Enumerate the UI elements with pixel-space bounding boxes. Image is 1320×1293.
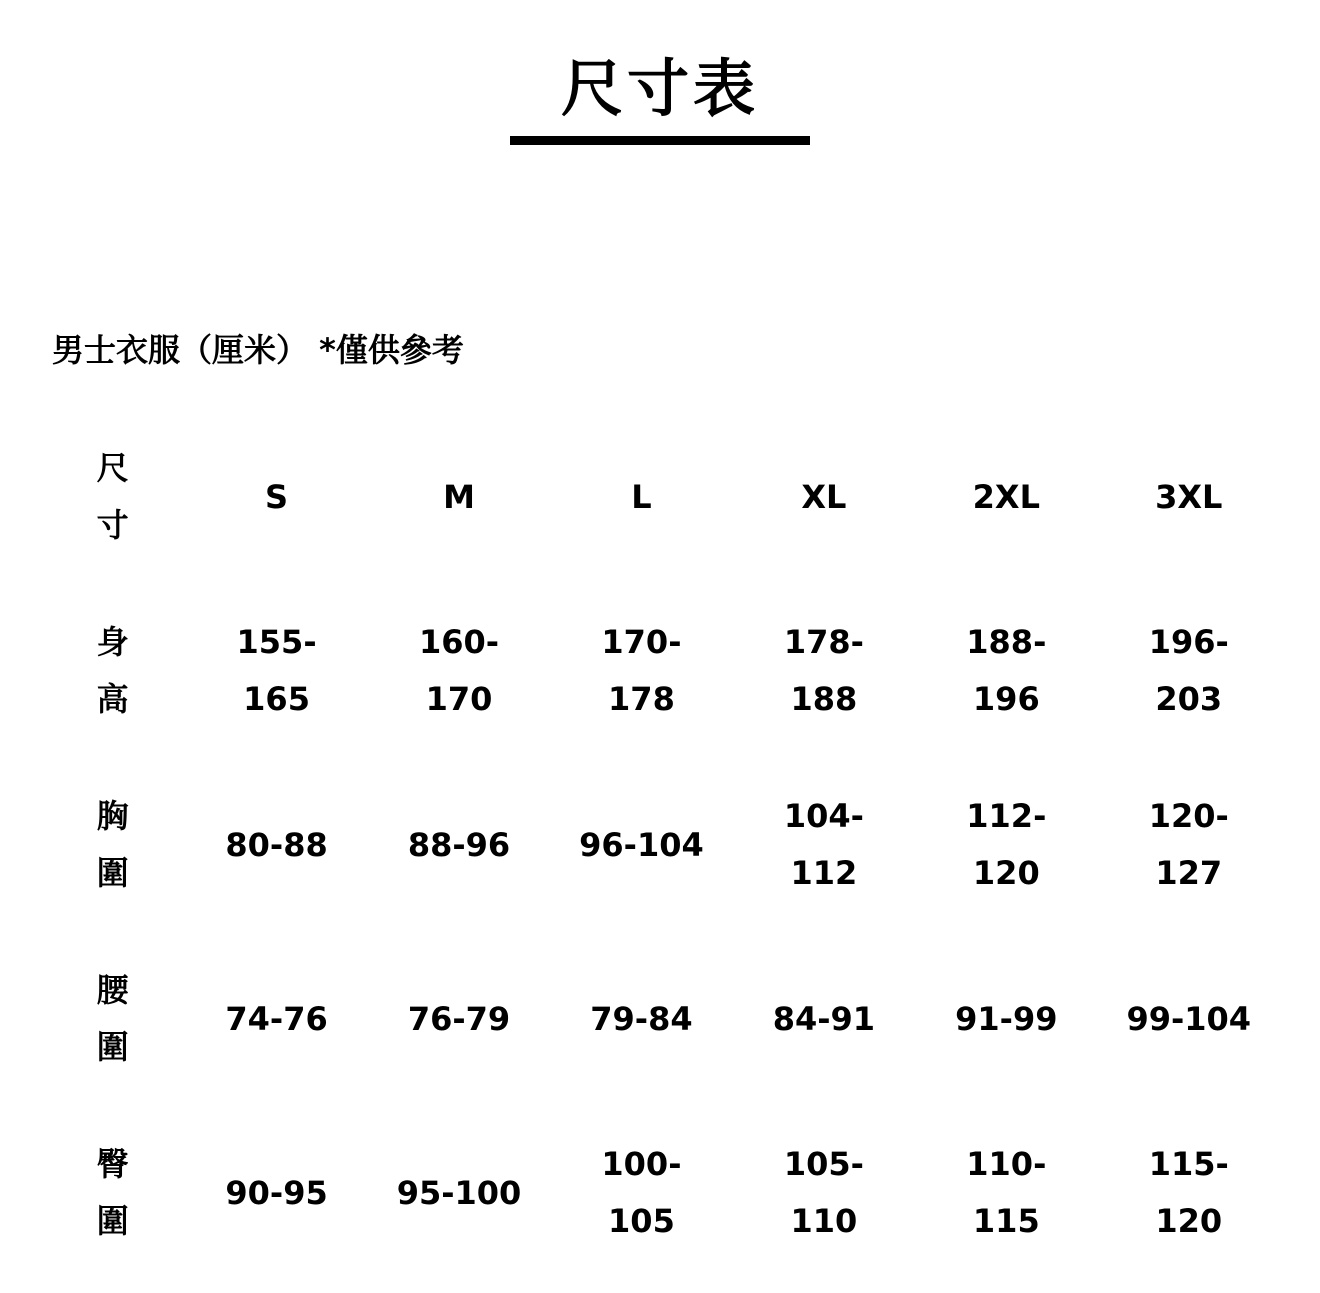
table-cell (733, 758, 915, 932)
table-cell (733, 932, 915, 1106)
cell-value-line: 160- (418, 623, 500, 661)
cell-value-line: 196 (972, 680, 1040, 718)
height-row (40, 584, 1280, 758)
chest-row (40, 758, 1280, 932)
size-header-xl: XL (801, 477, 847, 516)
table-cell (1098, 758, 1280, 932)
row-label-text: 尺寸 (96, 449, 129, 544)
cell-value-line: 105- (783, 1145, 864, 1183)
header-row (40, 410, 1280, 584)
hip-row (40, 1106, 1280, 1280)
row-label-text: 腰圍 (96, 971, 129, 1066)
table-cell (368, 584, 550, 758)
table-cell (368, 932, 550, 1106)
cell-value-line: 76-79 (407, 999, 511, 1038)
title-underline (510, 136, 810, 145)
table-cell (550, 932, 732, 1106)
cell-value-line: 120- (1148, 797, 1229, 835)
table-cell (185, 584, 367, 758)
waist-row (40, 932, 1280, 1106)
table-cell (915, 932, 1097, 1106)
table-cell (733, 1106, 915, 1280)
cell-value-line: 188- (966, 623, 1047, 661)
cell-value-line: 203 (1155, 680, 1223, 718)
cell-value-line: 105 (608, 1202, 675, 1240)
cell-value-line: 127 (1155, 854, 1223, 892)
cell-value-line: 170- (601, 623, 682, 661)
row-label-text: 胸圍 (96, 797, 129, 892)
cell-value-line: 99-104 (1126, 999, 1252, 1038)
cell-value-line: 80-88 (225, 825, 328, 864)
table-cell (915, 1106, 1097, 1280)
table-cell (915, 758, 1097, 932)
row-label (40, 410, 185, 584)
cell-value-line: 155- (236, 623, 317, 661)
cell-value-line: 120 (972, 854, 1040, 892)
cell-value-line: 90-95 (225, 1173, 328, 1212)
page-title: 尺寸表 (560, 52, 759, 125)
table-cell (368, 758, 550, 932)
cell-value-line: 165 (243, 680, 310, 718)
cell-value-line: 74-76 (225, 999, 328, 1038)
table-cell (915, 584, 1097, 758)
row-label-text: 身高 (96, 623, 129, 718)
table-cell (1098, 584, 1280, 758)
row-label-text: 臀圍 (96, 1145, 129, 1240)
row-label (40, 932, 185, 1106)
row-label (40, 584, 185, 758)
table-cell (550, 1106, 732, 1280)
size-chart-table (40, 410, 1280, 1280)
cell-value-line: 95-100 (396, 1173, 522, 1212)
cell-value-line: 79-84 (590, 999, 693, 1038)
cell-value-line: 115- (1148, 1145, 1229, 1183)
table-cell (185, 758, 367, 932)
cell-value-line: 188 (790, 680, 858, 718)
size-header-l: L (631, 477, 652, 516)
cell-value-line: 104- (783, 797, 864, 835)
cell-value-line: 196- (1148, 623, 1229, 661)
cell-value-line: 84-91 (772, 999, 876, 1038)
table-cell (185, 932, 367, 1106)
cell-value-line: 112 (790, 854, 858, 892)
table-cell (1098, 932, 1280, 1106)
size-header-3xl: 3XL (1155, 477, 1223, 516)
size-header-2xl: 2XL (972, 477, 1040, 516)
size-header-m: M (443, 477, 475, 516)
cell-value-line: 112- (966, 797, 1047, 835)
table-cell (368, 1106, 550, 1280)
table-cell (733, 584, 915, 758)
table-cell (1098, 1106, 1280, 1280)
table-cell (185, 1106, 367, 1280)
table-subtitle: 男士衣服（厘米） *僅供參考 (52, 331, 464, 369)
cell-value-line: 178 (608, 680, 675, 718)
cell-value-line: 96-104 (579, 825, 704, 864)
row-label (40, 758, 185, 932)
cell-value-line: 91-99 (955, 999, 1058, 1038)
size-header-s: S (265, 477, 289, 516)
cell-value-line: 178- (783, 623, 864, 661)
table-cell (550, 758, 732, 932)
cell-value-line: 100- (601, 1145, 682, 1183)
cell-value-line: 170 (425, 680, 493, 718)
cell-value-line: 120 (1155, 1202, 1223, 1240)
row-label (40, 1106, 185, 1280)
cell-value-line: 88-96 (407, 825, 511, 864)
cell-value-line: 110- (966, 1145, 1047, 1183)
cell-value-line: 110 (790, 1202, 858, 1240)
table-cell (550, 584, 732, 758)
cell-value-line: 115 (972, 1202, 1040, 1240)
